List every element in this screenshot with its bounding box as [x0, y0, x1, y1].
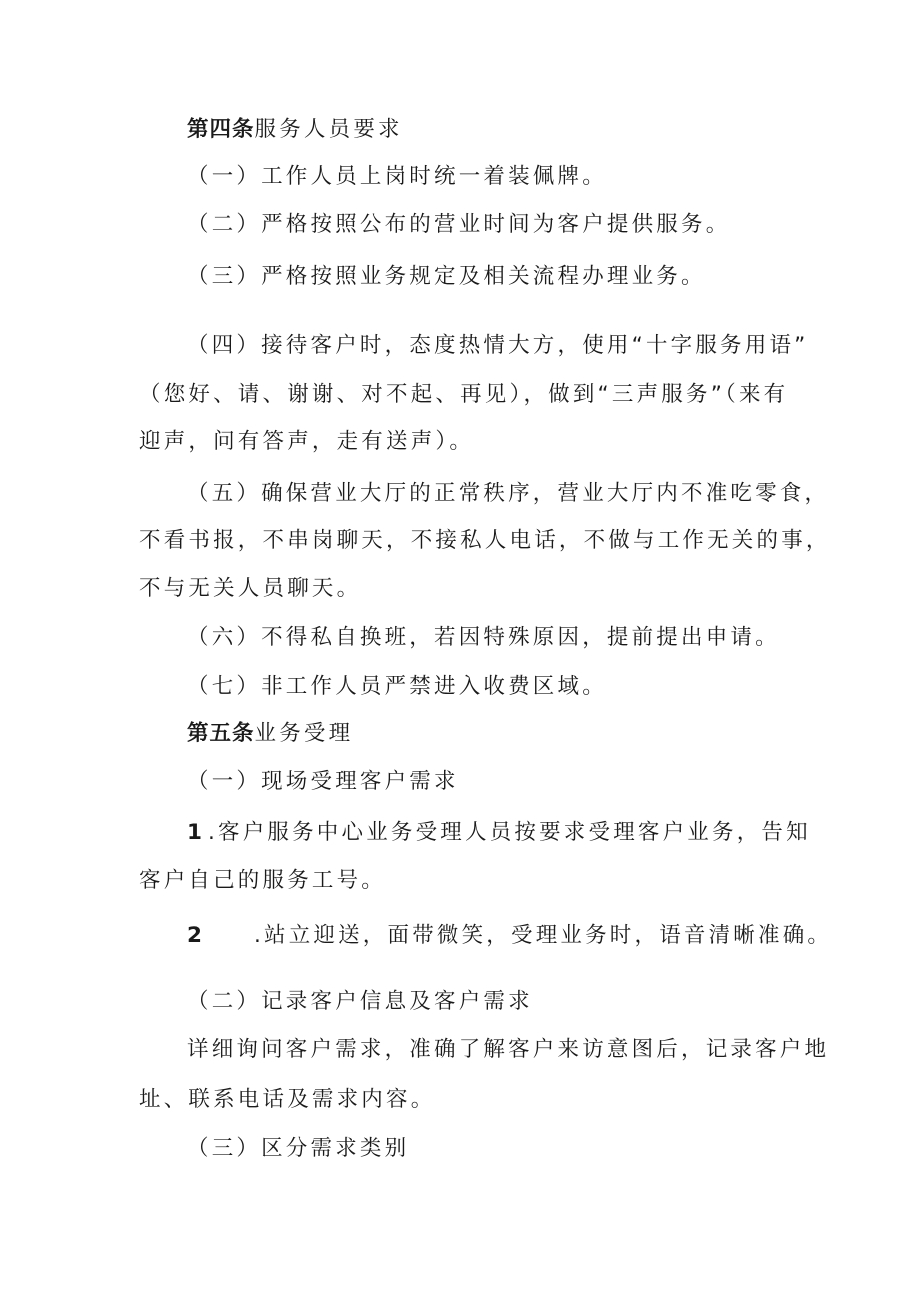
point-2-text: .站立迎送，面带微笑，受理业务时，语音清晰准确。 — [253, 923, 833, 948]
article5-subsection-3: （三）区分需求类别 — [187, 1136, 410, 1161]
article4-item-5-line-1: （五）确保营业大厅的正常秩序，营业大厅内不准吃零食， — [187, 481, 830, 506]
article4-item-1: （一）工作人员上岗时统一着装佩牌。 — [187, 164, 607, 189]
article5-subsection-1: （一）现场受理客户需求 — [187, 769, 459, 794]
point-2-number: 2 — [187, 923, 202, 948]
article5-heading-line — [187, 719, 353, 749]
point-1-text: .客户服务中心业务受理人员按要求受理客户业务，告知 — [207, 820, 811, 845]
article4-item-4-line-3: 迎声，问有答声，走有送声）。 — [139, 429, 475, 454]
article5-heading: 第五条 — [187, 721, 255, 746]
article4-title: 服务人员要求 — [254, 117, 403, 142]
article5-point-1-line-1 — [187, 818, 811, 848]
article4-item-4-line-1: （四）接待客户时，态度热情大方，使用“十字服务用语” — [187, 333, 809, 358]
article5-subsection-2-body-line-1: 详细询问客户需求，准确了解客户来访意图后，记录客户地 — [187, 1037, 830, 1062]
article4-item-2: （二）严格按照公布的营业时间为客户提供服务。 — [187, 212, 731, 237]
article4-item-4-line-2: （您好、请、谢谢、对不起、再见），做到“三声服务”（来有 — [139, 382, 789, 407]
article5-point-1-line-2: 客户自己的服务工号。 — [139, 868, 387, 893]
article4-item-3: （三）严格按照业务规定及相关流程办理业务。 — [187, 264, 706, 289]
article4-item-5-line-3: 不与无关人员聊天。 — [139, 576, 362, 601]
article5-subsection-2: （二）记录客户信息及客户需求 — [187, 989, 533, 1014]
article5-subsection-2-body-line-2: 址、联系电话及需求内容。 — [139, 1087, 436, 1112]
article4-item-7: （七）非工作人员严禁进入收费区域。 — [187, 674, 607, 699]
article5-point-2 — [187, 921, 832, 951]
article5-title: 业务受理 — [254, 721, 354, 746]
article4-item-6: （六）不得私自换班，若因特殊原因，提前提出申请。 — [187, 625, 780, 650]
article4-item-5-line-2: 不看书报，不串岗聊天，不接私人电话，不做与工作无关的事， — [139, 528, 831, 553]
article4-heading-line — [187, 115, 403, 145]
point-1-number: 1 — [187, 820, 202, 845]
article4-heading: 第四条 — [187, 117, 255, 142]
